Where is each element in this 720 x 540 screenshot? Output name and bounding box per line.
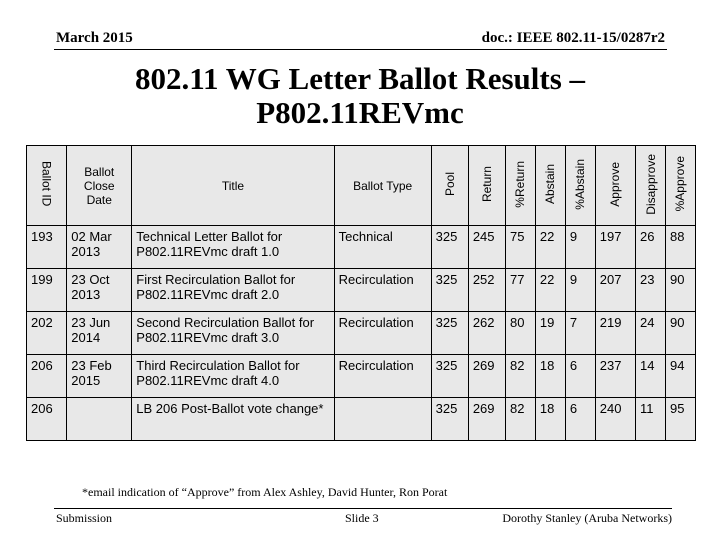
header-divider [54, 49, 667, 50]
header-pool: Pool [431, 146, 468, 226]
cell-abstain: 22 [535, 269, 565, 312]
cell-pool: 325 [431, 312, 468, 355]
cell-pct-abstain: 7 [565, 312, 595, 355]
cell-ballot-id: 202 [27, 312, 67, 355]
cell-approve: 237 [595, 355, 635, 398]
cell-title: Second Recirculation Ballot for P802.11REVmc draft 3.0 [132, 312, 334, 355]
cell-pct-return: 82 [505, 398, 535, 441]
slide-title-line1: 802.11 WG Letter Ballot Results – [134, 61, 586, 96]
header-ballot-id: Ballot ID [27, 146, 67, 226]
cell-return: 262 [468, 312, 505, 355]
cell-approve: 219 [595, 312, 635, 355]
cell-approve: 240 [595, 398, 635, 441]
cell-ballot-id: 206 [27, 398, 67, 441]
header-pct-abstain: %Abstain [565, 146, 595, 226]
cell-disapprove: 26 [636, 226, 666, 269]
header-title: Title [132, 146, 334, 226]
cell-ballot-type: Recirculation [334, 269, 431, 312]
cell-disapprove: 14 [636, 355, 666, 398]
cell-pct-approve: 95 [665, 398, 695, 441]
table-row [27, 269, 696, 312]
cell-ballot-id: 199 [27, 269, 67, 312]
ballot-results-table [26, 145, 696, 441]
cell-return: 245 [468, 226, 505, 269]
cell-return: 269 [468, 355, 505, 398]
cell-pct-abstain: 9 [565, 226, 595, 269]
cell-title: LB 206 Post-Ballot vote change* [132, 398, 334, 441]
cell-disapprove: 11 [636, 398, 666, 441]
header-approve: Approve [595, 146, 635, 226]
cell-disapprove: 23 [636, 269, 666, 312]
cell-abstain: 19 [535, 312, 565, 355]
cell-pool: 325 [431, 269, 468, 312]
footnote: *email indication of “Approve” from Alex Ashley, David Hunter, Ron Porat [82, 485, 448, 499]
table-row [27, 355, 696, 398]
cell-pct-approve: 90 [665, 269, 695, 312]
cell-pct-abstain: 9 [565, 269, 595, 312]
cell-pool: 325 [431, 226, 468, 269]
footer-submission: Submission [56, 511, 113, 525]
cell-return: 252 [468, 269, 505, 312]
table-row [27, 312, 696, 355]
cell-close-date: 23 Jun 2014 [67, 312, 132, 355]
header-pct-approve: %Approve [665, 146, 695, 226]
cell-ballot-type: Recirculation [334, 355, 431, 398]
table-row [27, 226, 696, 269]
header-disapprove: Disapprove [636, 146, 666, 226]
cell-abstain: 18 [535, 355, 565, 398]
cell-approve: 197 [595, 226, 635, 269]
footer-slide-number: Slide 3 [345, 511, 379, 525]
table-header-row [27, 146, 696, 226]
header-ballot-type: Ballot Type [334, 146, 431, 226]
header-date: March 2015 [56, 30, 133, 46]
cell-close-date: 23 Oct 2013 [67, 269, 132, 312]
cell-ballot-type: Recirculation [334, 312, 431, 355]
header-return: Return [468, 146, 505, 226]
slide-title-line2: P802.11REVmc [256, 95, 464, 130]
cell-pct-return: 82 [505, 355, 535, 398]
cell-pct-return: 77 [505, 269, 535, 312]
cell-title: Technical Letter Ballot for P802.11REVmc draft 1.0 [132, 226, 334, 269]
table-row [27, 398, 696, 441]
cell-title: Third Recirculation Ballot for P802.11REVmc draft 4.0 [132, 355, 334, 398]
header-pct-return: %Return [505, 146, 535, 226]
cell-pct-approve: 88 [665, 226, 695, 269]
cell-pct-approve: 90 [665, 312, 695, 355]
cell-pct-abstain: 6 [565, 355, 595, 398]
header-close-date: Ballot Close Date [67, 146, 132, 226]
cell-close-date: 02 Mar 2013 [67, 226, 132, 269]
slide-title [0, 62, 720, 130]
cell-abstain: 18 [535, 398, 565, 441]
cell-ballot-type [334, 398, 431, 441]
cell-pct-return: 80 [505, 312, 535, 355]
cell-abstain: 22 [535, 226, 565, 269]
cell-ballot-id: 206 [27, 355, 67, 398]
cell-approve: 207 [595, 269, 635, 312]
footer-author: Dorothy Stanley (Aruba Networks) [502, 511, 672, 525]
cell-pct-return: 75 [505, 226, 535, 269]
header-doc-id: doc.: IEEE 802.11-15/0287r2 [481, 30, 665, 46]
cell-ballot-id: 193 [27, 226, 67, 269]
header-abstain: Abstain [535, 146, 565, 226]
cell-return: 269 [468, 398, 505, 441]
cell-pct-abstain: 6 [565, 398, 595, 441]
cell-pct-approve: 94 [665, 355, 695, 398]
cell-pool: 325 [431, 355, 468, 398]
cell-title: First Recirculation Ballot for P802.11REVmc draft 2.0 [132, 269, 334, 312]
cell-pool: 325 [431, 398, 468, 441]
cell-ballot-type: Technical [334, 226, 431, 269]
cell-close-date [67, 398, 132, 441]
cell-disapprove: 24 [636, 312, 666, 355]
cell-close-date: 23 Feb 2015 [67, 355, 132, 398]
footer-divider [54, 508, 672, 509]
